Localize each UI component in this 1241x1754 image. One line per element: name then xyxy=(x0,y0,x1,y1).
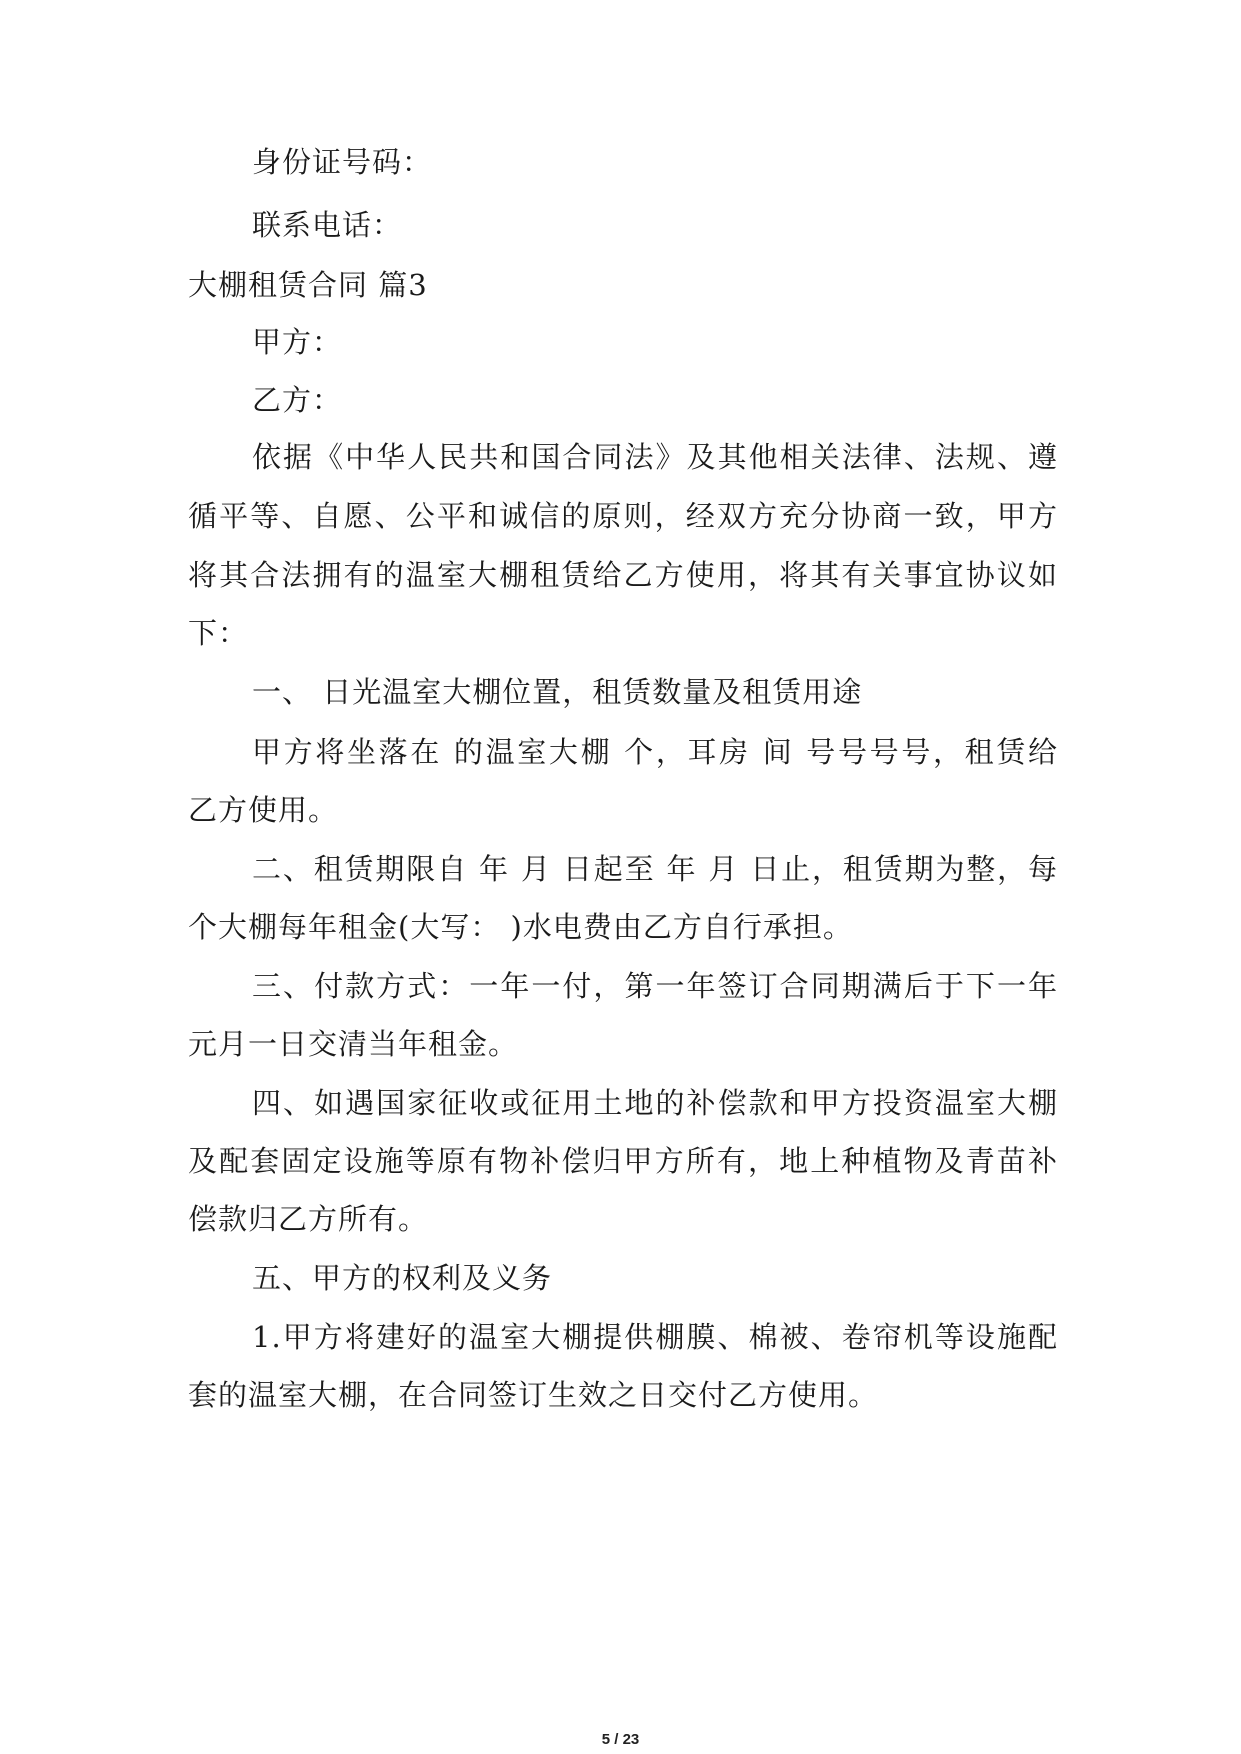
section-1-line-1: 甲方将坐落在 的温室大棚 个，耳房 间 号号号号，租赁给 xyxy=(252,735,1058,769)
section-5-heading: 五、甲方的权利及义务 xyxy=(252,1261,553,1295)
section-2-line-2: 个大棚每年租金(大写： )水电费由乙方自行承担。 xyxy=(188,910,853,944)
party-a-label: 甲方： xyxy=(252,325,343,359)
preamble-line-1: 依据《中华人民共和国合同法》及其他相关法律、法规、遵 xyxy=(252,440,1058,474)
preamble-line-2: 循平等、自愿、公平和诚信的原则，经双方充分协商一致，甲方 xyxy=(188,499,1058,533)
section-3-line-2: 元月一日交清当年租金。 xyxy=(188,1027,519,1061)
section-4-line-3: 偿款归乙方所有。 xyxy=(188,1202,429,1236)
section-4-line-1: 四、如遇国家征收或征用土地的补偿款和甲方投资温室大棚 xyxy=(252,1086,1058,1120)
phone-label: 联系电话： xyxy=(252,208,403,242)
section-5-item-1-line-1: 1.甲方将建好的温室大棚提供棚膜、棉被、卷帘机等设施配 xyxy=(252,1320,1058,1354)
section-3-line-1: 三、付款方式：一年一付，第一年签订合同期满后于下一年 xyxy=(252,969,1058,1003)
section-2-line-1: 二、租赁期限自 年 月 日起至 年 月 日止，租赁期为整，每 xyxy=(252,852,1058,886)
preamble-line-4: 下： xyxy=(188,616,249,650)
page-number: 5 / 23 xyxy=(601,1731,640,1748)
id-number-label: 身份证号码： xyxy=(252,145,433,179)
section-1-line-2: 乙方使用。 xyxy=(188,793,339,827)
section-4-line-2: 及配套固定设施等原有物补偿归甲方所有，地上种植物及青苗补 xyxy=(188,1144,1058,1178)
section-1-heading: 一、 日光温室大棚位置，租赁数量及租赁用途 xyxy=(252,675,863,709)
preamble-line-3: 将其合法拥有的温室大棚租赁给乙方使用，将其有关事宜协议如 xyxy=(188,558,1058,592)
section-5-item-1-line-2: 套的温室大棚，在合同签订生效之日交付乙方使用。 xyxy=(188,1378,879,1412)
contract-heading: 大棚租赁合同 篇3 xyxy=(188,268,428,302)
party-b-label: 乙方： xyxy=(252,383,343,417)
